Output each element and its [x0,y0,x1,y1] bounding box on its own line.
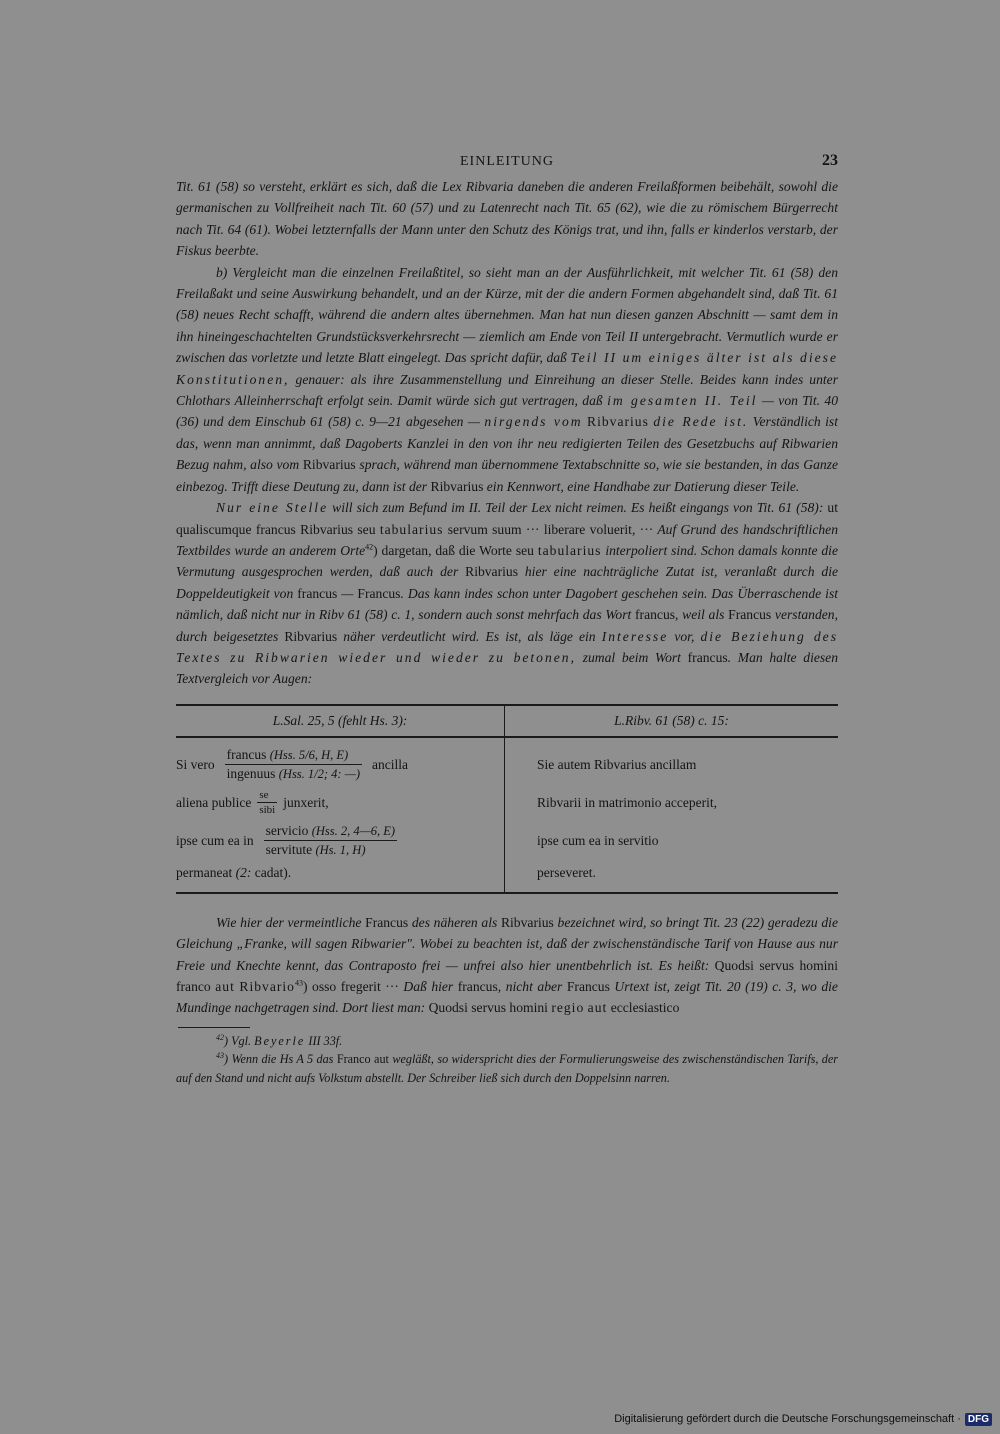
footnotes [176,1032,838,1088]
document-page [176,148,838,1087]
main-text [176,176,838,690]
main-text-continued [176,912,838,1019]
footnote-divider [178,1027,250,1028]
paragraph-4: Wie hier der vermeintliche Francus des näheren als Ribvarius bezeichnet wird, so bringt Tit. 23 (22) geradezu die Gleichung „Franke, will sagen Ribwarier". Wobei zu beachten ist, daß der zwischenständische Tarif von Hause aus nur Freie und Knechte kennt, das Contraposto frei — unfrei also hier unentbehrlich ist. Es heißt: Quodsi servus homini franco aut Ribvario$^{43}$) osso fregerit ··· Daß hier francus, nicht aber Francus Urtext ist, zeigt Tit. 20 (19) c. 3, wo die Mundinge nachgetragen sind. Dort liest man: Quodsi servus homini regio aut ecclesiastico [176,914,838,1016]
table-row: ipse cum ea in $\frac{\text{servicio (Hss. 2, 4—6, E)}}{\text{servitute (Hs. 1, H)}}$ [176,823,396,858]
table-row: ipse cum ea in servitio [537,832,659,848]
digitization-footer [614,1410,992,1428]
table-row: Sie autem Ribvarius ancillam [537,756,697,772]
table-row: Ribvarii in matrimonio acceperit, [537,794,717,810]
running-title: EINLEITUNG [460,154,554,169]
table-row: permaneat (2: cadat). [176,864,292,880]
table-row: aliena publice $\frac{se}{\text{sibi}}$ junxerit, [176,789,329,817]
paragraph-3: Nur eine Stelle will sich zum Befund im II. Teil der Lex nicht reimen. Es heißt eingangs von Tit. 61 (58): ut qualiscumque francus Ribvarius seu tabularius servum suum ··· liberare voluerit, ··· Auf Grund des handschriftlichen Textbildes wurde an anderem Orte$^{42}$) dargetan, daß die Worte seu tabularius interpoliert sind. Schon damals konnte die Vermutung ausgesprochen werden, daß auch der Ribvarius hier eine nachträgliche Zutat ist, veranlaßt durch die Doppeldeutigkeit von francus — Francus. Das kann indes schon unter Dagobert geschehen sein. Das Überraschende ist nämlich, daß nicht nur in Ribv 61 (58) c. 1, sondern auch sonst mehrfach das Wort francus, weil als Francus verstanden, durch beigesetztes Ribvarius näher verdeutlicht wird. Es ist, als läge ein Interesse vor, die Beziehung des Textes zu Ribwarien wieder und wieder zu betonen, zumal beim Wort francus. Man halte diesen Textvergleich vor Augen: [176,500,839,687]
page-header [176,148,838,176]
footnote-43: $^{43}$) Wenn die Hs A 5 das Franco aut wegläßt, so widerspricht dies der Formulierungsweise des zwischenständischen Tarifs, der auf den Stand und nicht aufs Volkstum abstellt. Der Schreiber ließ sich durch den Doppelsinn narren. [176,1051,839,1085]
dfg-logo-icon[interactable]: DFG [965,1413,992,1426]
footnote-42: $^{42}$) Vgl. Beyerle III 33f. [216,1032,343,1048]
comparison-table [176,704,838,894]
right-column-header: L.Ribv. 61 (58) c. 15: [614,712,729,728]
table-row: perseveret. [537,864,596,880]
table-header [176,706,838,738]
footnote-ref-42[interactable]: 42 [365,542,374,552]
table-row: Si vero $\frac{\text{francus (Hss. 5/6, H, E)}}{\text{ingenuus (Hss. 1/2; 4: —)}}$ ancilla [176,747,408,782]
variant-fraction: $\frac{\text{francus (Hss. 5/6, H, E)}}{\text{ingenuus (Hss. 1/2; 4: —)}}$ [226,747,360,782]
right-column [505,738,838,892]
paragraph-1: Tit. 61 (58) so versteht, erklärt es sich, daß die Lex Ribvaria daneben die anderen Freilaßformen beibehält, sowohl die germanischen zu Vollfreiheit nach Tit. 60 (57) und zu Latenrecht nach Tit. 65 (62), wie die zu römischem Bürgerrecht nach Tit. 64 (61). Wobei letzternfalls der Mann unter den Schutz des Königs trat, und ihn, falls er kinderlos verstarb, der Fiskus beerbte. [176,179,838,259]
left-column [176,738,505,892]
variant-fraction: $\frac{\text{servicio (Hss. 2, 4—6, E)}}{\text{servitute (Hs. 1, H)}}$ [265,823,396,858]
paragraph-2: b) Vergleicht man die einzelnen Freilaßtitel, so sieht man an der Ausführlichkeit, mit welcher Tit. 61 (58) den Freilaßakt und seine Auswirkung behandelt, und an der Kürze, mit der die andern Formen abgehandelt sind, daß Tit. 61 (58) neues Recht schafft, während die andern altes übernehmen. Man hat nun diesen ganzen Abschnitt — samt dem in ihn hineingeschachtelten Grundstücksverkehrsrecht — ziemlich am Ende von Teil II untergebracht. Vermutlich wurde er zwischen das vorletzte und letzte Blatt eingelegt. Das spricht dafür, daß Teil II um einiges älter ist als diese Konstitutionen, genauer: als ihre Zusammenstellung und Einreihung an dieser Stelle. Beides kann indes unter Chlothars Alleinherrschaft erfolgt sein. Damit würde sich gut vertragen, daß im gesamten II. Teil — von Tit. 40 (36) und dem Einschub 61 (58) c. 9—21 abgesehen — nirgends vom Ribvarius die Rede ist. Verständlich ist das, wenn man annimmt, daß Dagoberts Kanzlei in den von ihr neu redigierten Teilen des Gesetzbuchs auf Ribwarien Bezug nahm, also vom Ribvarius sprach, während man übernommene Textabschnitte so, wie sie bestanden, in das Ganze einbezog. Trifft diese Deutung zu, dann ist der Ribvarius ein Kennwort, eine Handhabe zur Datierung dieser Teile. [176,264,839,494]
page-number: 23 [822,152,838,169]
table-body [176,738,838,892]
variant-fraction: $\frac{se}{\text{sibi}}$ [259,789,276,817]
footnote-ref-43[interactable]: 43 [294,978,303,988]
footer-text: Digitalisierung gefördert durch die Deutsche Forschungsgemeinschaft · [614,1413,961,1425]
left-column-header: L.Sal. 25, 5 (fehlt Hs. 3): [176,706,505,736]
